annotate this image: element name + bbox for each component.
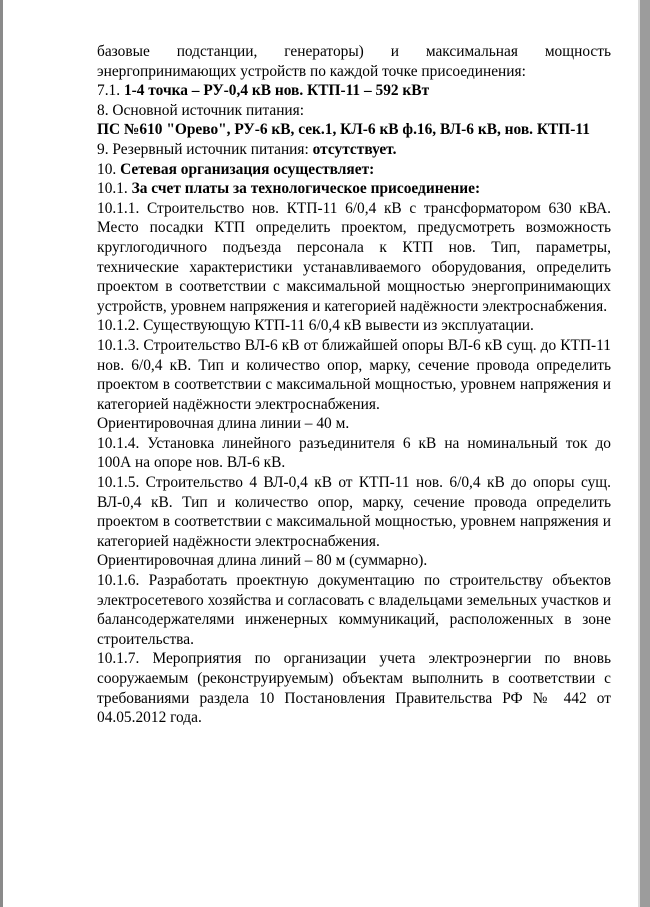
connection-point: 1-4 точка – РУ-0,4 кВ нов. КТП-11 – 592 кВт	[123, 82, 430, 100]
viewer-scrollbar[interactable]	[640, 0, 650, 907]
paragraph-10-1	[97, 179, 611, 199]
reserve-source-label: 9. Резервный источник питания:	[97, 140, 313, 158]
paragraph-continuation: базовые подстанции, генераторы) и максимальная мощность энергопринимающих устройств по каждой точке присоединения:	[97, 43, 611, 80]
section-heading: Сетевая организация осуществляет:	[120, 160, 375, 178]
paragraph-10-1-5: 10.1.5. Строительство 4 ВЛ-0,4 кВ от КТП-11 нов. 6/0,4 кВ до опоры сущ. ВЛ-0,4 кВ. Тип и количество опор, марку, сечение провода определить проектом в соответствии с максимальной мощностью, уровнем напряжения и категорией надёжности электроснабжения.	[97, 474, 611, 550]
paragraph-10-1-2: 10.1.2. Существующую КТП-11 6/0,4 кВ вывести из эксплуатации.	[97, 317, 534, 335]
viewer-left-border	[0, 0, 3, 907]
main-power-source: ПС №610 "Орево", РУ-6 кВ, сек.1, КЛ-6 кВ ф.16, ВЛ-6 кВ, нов. КТП-11	[97, 121, 590, 139]
line-length-note: Ориентировочная длина линии – 40 м.	[97, 415, 350, 433]
paragraph-7-1	[97, 81, 611, 101]
paragraph-9	[97, 140, 611, 160]
reserve-source-value: отсутствует.	[312, 140, 397, 158]
item-number: 7.1.	[97, 82, 124, 100]
paragraph-10-1-3: 10.1.3. Строительство ВЛ-6 кВ от ближайшей опоры ВЛ-6 кВ сущ. до КТП-11 нов. 6/0,4 кВ. Тип и количество опор, марку, сечение провода определить проектом в соответствии с максимальной мощностью, уровнем напряжения и категорией надёжности электроснабжения.	[97, 336, 611, 413]
paragraph-10-1-6: 10.1.6. Разработать проектную документацию по строительству объектов электросетевого хозяйства и согласовать с владельцами земельных участков и балансодержателями инженерных коммуникаций, расположенных в зоне строительства.	[97, 572, 611, 648]
paragraph-10-1-4: 10.1.4. Установка линейного разъединителя 6 кВ на номинальный ток до 100А на опоре нов. ВЛ-6 кВ.	[97, 434, 611, 472]
paragraph-8: 8. Основной источник питания:	[97, 101, 305, 119]
lines-length-note: Ориентировочная длина линий – 80 м (суммарно).	[97, 552, 428, 570]
paragraph-10-1-1: 10.1.1. Строительство нов. КТП-11 6/0,4 кВ с трансформатором 630 кВА. Место посадки КТП определить проектом, предусмотреть возможность круглогодичного подъезда персонала к КТП нов. Тип, параметры, технические характеристики устанавливаемого оборудования, определить проектом в соответствии с максимальной мощностью энергопринимающих устройств, уровнем напряжения и категорией надёжности электроснабжения.	[97, 199, 611, 315]
document-page	[97, 42, 611, 728]
paragraph-10-1-7: 10.1.7. Мероприятия по организации учета электроэнергии по вновь сооружаемым (реконструируемым) объектам выполнить в соответствии с требованиями раздела 10 Постановления Правительства РФ № 442 от 04.05.2012 года.	[97, 650, 611, 727]
item-number: 10.1.	[97, 180, 132, 198]
paragraph-10	[97, 160, 611, 180]
subsection-heading: За счет платы за технологическое присоединение:	[131, 180, 481, 198]
item-number: 10.	[97, 160, 121, 178]
